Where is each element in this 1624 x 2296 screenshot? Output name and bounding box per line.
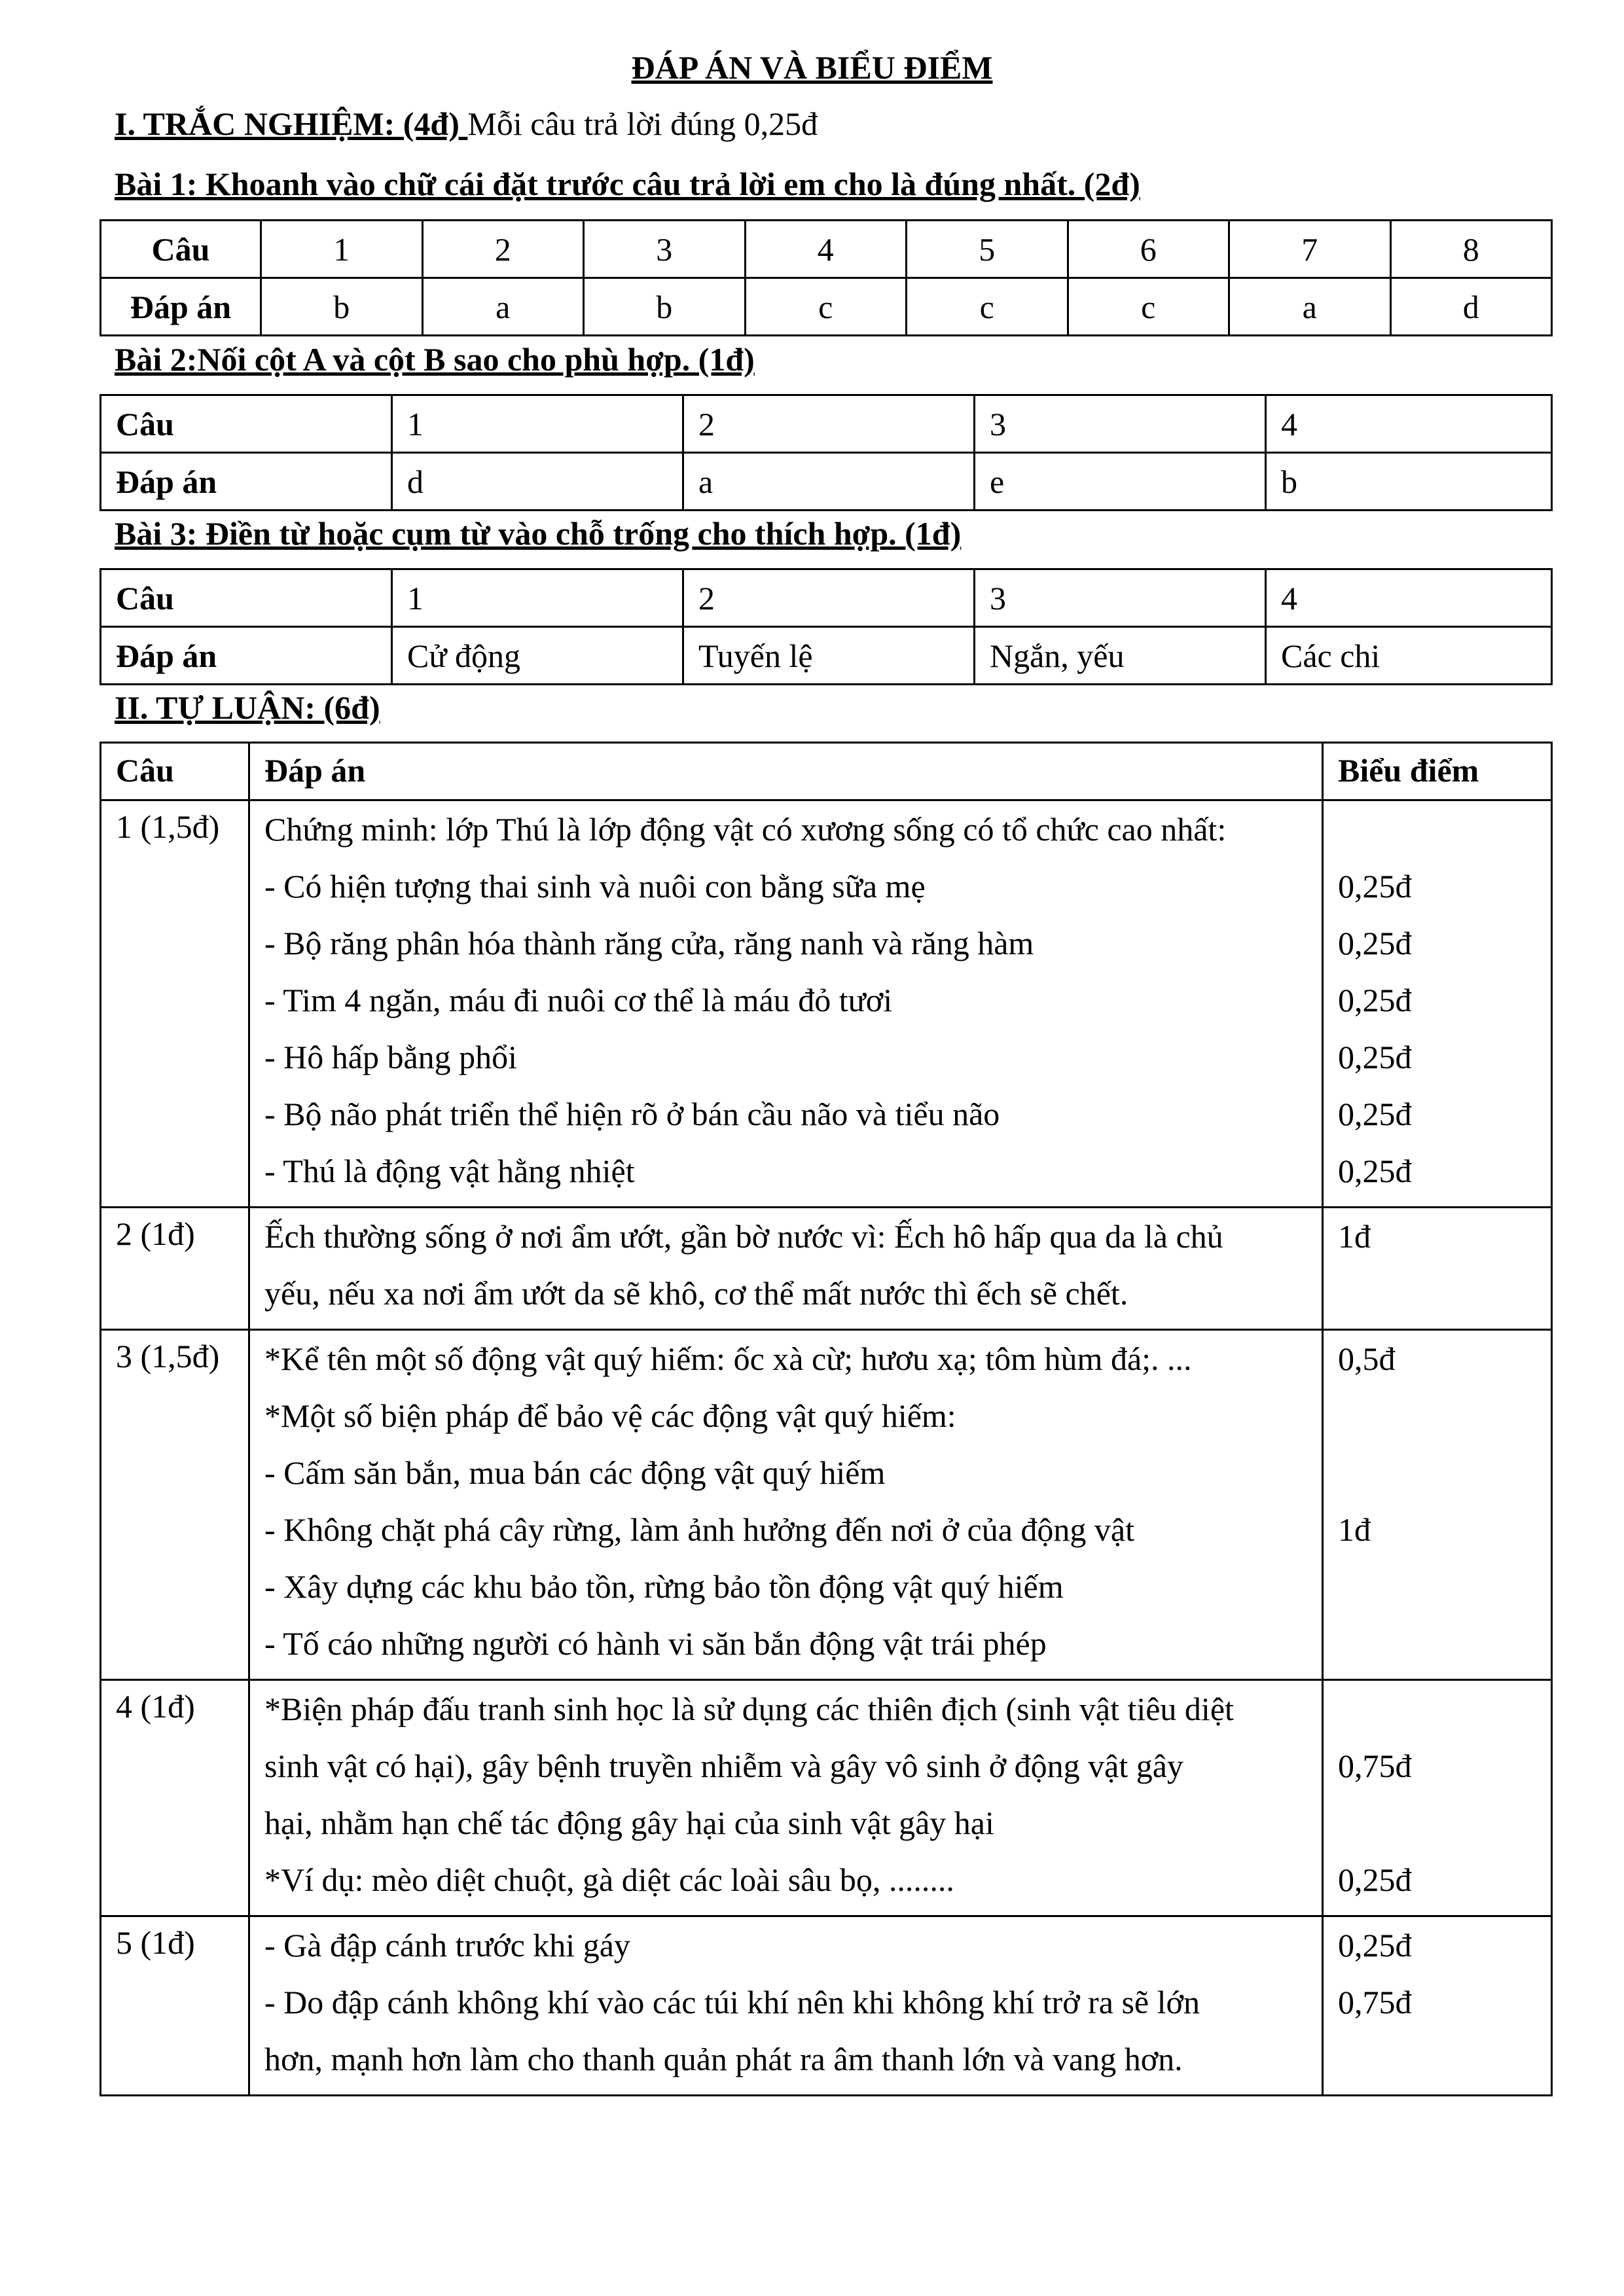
bai3-question-row [101, 569, 1552, 627]
essay-answer-line: *Một số biện pháp để bảo vệ các động vật quý hiếm: [264, 1397, 956, 1434]
essay-row-4 [101, 1680, 1552, 1916]
bai2-table [99, 394, 1553, 511]
essay-answer-line: - Thú là động vật hằng nhiệt [264, 1153, 635, 1189]
bai2-answer-cell: b [1266, 453, 1552, 511]
essay-score-line: 1đ [1338, 1511, 1371, 1548]
bai3-row-label-q: Câu [101, 569, 392, 627]
col-header-question: Câu [101, 743, 249, 800]
essay-table [99, 742, 1553, 2096]
essay-answer-line: - Bộ răng phân hóa thành răng cửa, răng nanh và răng hàm [264, 925, 1034, 961]
bai1-answer-cell: c [1068, 278, 1229, 336]
bai1-question-cell: 5 [907, 221, 1068, 278]
bai2-question-cell: 3 [975, 395, 1266, 453]
essay-question: 5 (1đ) [101, 1916, 249, 2096]
essay-score-line [1338, 1622, 1551, 1679]
essay-answer-cell [249, 1916, 1323, 2096]
essay-answer-line: *Biện pháp đấu tranh sinh học là sử dụng các thiên địch (sinh vật tiêu diệt [264, 1691, 1234, 1727]
essay-question: 2 (1đ) [101, 1208, 249, 1330]
essay-answer-line: - Cấm săn bắn, mua bán các động vật quý hiếm [264, 1454, 886, 1491]
col-header-answer: Đáp án [249, 743, 1323, 800]
essay-answer-line: - Có hiện tượng thai sinh và nuôi con bằng sữa mẹ [264, 868, 926, 905]
essay-score-line: 0,75đ [1338, 1748, 1412, 1784]
bai1-answer-cell: c [745, 278, 907, 336]
essay-row-1 [101, 800, 1552, 1208]
bai2-answer-row [101, 453, 1552, 511]
essay-score-line: 0,25đ [1338, 1927, 1412, 1964]
essay-answer-cell [249, 800, 1323, 1208]
essay-answer-line: sinh vật có hại), gây bệnh truyền nhiễm và gây vô sinh ở động vật gây [264, 1748, 1183, 1784]
essay-score-line: 0,5đ [1338, 1340, 1396, 1377]
essay-score-line: 0,25đ [1338, 925, 1412, 961]
bai2-row-label-a: Đáp án [101, 453, 392, 511]
essay-answer-line: - Gà đập cánh trước khi gáy [264, 1927, 630, 1964]
essay-row-2 [101, 1208, 1552, 1330]
essay-score-line [1338, 1687, 1551, 1744]
essay-answer-line: hơn, mạnh hơn làm cho thanh quản phát ra âm thanh lớn và vang hơn. [264, 2041, 1183, 2077]
essay-score-line [1338, 1272, 1551, 1329]
bai2-question-cell: 4 [1266, 395, 1552, 453]
essay-answer-line: - Do đập cánh không khí vào các túi khí nên khi không khí trở ra sẽ lớn [264, 1984, 1200, 2020]
essay-score-line [1338, 1801, 1551, 1858]
bai2-row-label-q: Câu [101, 395, 392, 453]
bai1-answer-cell: d [1390, 278, 1552, 336]
part1-heading: I. TRẮC NGHIỆM: (4đ) [115, 105, 468, 142]
essay-answer-line: yếu, nếu xa nơi ẩm ướt da sẽ khô, cơ thể mất nước thì ếch sẽ chết. [264, 1275, 1128, 1312]
essay-score-cell [1323, 1680, 1552, 1916]
essay-row-5 [101, 1916, 1552, 2096]
bai1-question-cell: 7 [1229, 221, 1391, 278]
essay-row-3 [101, 1330, 1552, 1680]
bai3-question-cell: 2 [683, 569, 975, 627]
bai2-answer-cell: a [683, 453, 975, 511]
bai2-question-cell: 1 [392, 395, 683, 453]
essay-score-line [1338, 1394, 1551, 1451]
essay-score-cell [1323, 1916, 1552, 2096]
essay-score-line: 0,25đ [1338, 1039, 1412, 1075]
bai1-question-cell: 6 [1068, 221, 1229, 278]
bai1-question-row [101, 221, 1552, 278]
essay-score-line [1338, 808, 1551, 865]
essay-answer-cell [249, 1330, 1323, 1680]
bai2-question-row [101, 395, 1552, 453]
bai1-row-label-a: Đáp án [101, 278, 261, 336]
essay-score-cell [1323, 800, 1552, 1208]
bai1-answer-row [101, 278, 1552, 336]
bai3-answer-cell: Ngắn, yếu [975, 627, 1266, 685]
col-header-score: Biểu điểm [1323, 743, 1552, 800]
bai1-question-cell: 8 [1390, 221, 1552, 278]
bai1-answer-cell: b [584, 278, 746, 336]
essay-score-cell [1323, 1330, 1552, 1680]
essay-answer-line: - Tim 4 ngăn, máu đi nuôi cơ thể là máu đỏ tươi [264, 982, 893, 1018]
essay-answer-line: Chứng minh: lớp Thú là lớp động vật có xương sống có tổ chức cao nhất: [264, 811, 1227, 848]
essay-answer-line: - Không chặt phá cây rừng, làm ảnh hưởng đến nơi ở của động vật [264, 1511, 1135, 1548]
bai1-question-cell: 3 [584, 221, 746, 278]
bai3-question-cell: 3 [975, 569, 1266, 627]
essay-answer-line: *Kể tên một số động vật quý hiếm: ốc xà cừ; hươu xạ; tôm hùm đá;. ... [264, 1340, 1192, 1377]
essay-question: 1 (1,5đ) [101, 800, 249, 1208]
bai3-row-label-a: Đáp án [101, 627, 392, 685]
essay-question: 4 (1đ) [101, 1680, 249, 1916]
bai2-heading: Bài 2:Nối cột A và cột B sao cho phù hợp. (1đ) [115, 341, 755, 378]
bai2-answer-cell: e [975, 453, 1266, 511]
bai3-answer-row [101, 627, 1552, 685]
essay-answer-line: hại, nhằm hạn chế tác động gây hại của sinh vật gây hại [264, 1804, 994, 1841]
bai3-table [99, 568, 1553, 685]
bai3-answer-cell: Các chi [1266, 627, 1552, 685]
bai1-question-cell: 2 [422, 221, 584, 278]
bai1-row-label-q: Câu [101, 221, 261, 278]
essay-answer-cell [249, 1680, 1323, 1916]
bai2-answer-cell: d [392, 453, 683, 511]
bai3-heading: Bài 3: Điền từ hoặc cụm từ vào chỗ trống cho thích hợp. (1đ) [115, 515, 962, 552]
essay-answer-line: Ếch thường sống ở nơi ẩm ướt, gần bờ nước vì: Ếch hô hấp qua da là chủ [264, 1218, 1223, 1255]
essay-answer-line: - Bộ não phát triển thể hiện rõ ở bán cầu não và tiểu não [264, 1096, 1000, 1132]
essay-score-line: 1đ [1338, 1218, 1371, 1255]
bai1-table [99, 219, 1553, 336]
essay-answer-cell [249, 1208, 1323, 1330]
bai3-answer-cell: Tuyến lệ [683, 627, 975, 685]
essay-answer-line: - Hô hấp bằng phổi [264, 1039, 518, 1075]
bai3-answer-cell: Cử động [392, 627, 683, 685]
essay-header-row [101, 743, 1552, 800]
essay-score-line: 0,25đ [1338, 1096, 1412, 1132]
part1-note: Mỗi câu trả lời đúng 0,25đ [467, 105, 818, 142]
essay-answer-line: - Xây dựng các khu bảo tồn, rừng bảo tồn động vật quý hiếm [264, 1568, 1064, 1605]
essay-score-line [1338, 2037, 1551, 2094]
bai1-question-cell: 1 [261, 221, 423, 278]
essay-score-line: 0,75đ [1338, 1984, 1412, 2020]
part2-heading: II. TỰ LUẬN: (6đ) [115, 689, 380, 726]
essay-score-line: 0,25đ [1338, 1861, 1412, 1898]
essay-score-line: 0,25đ [1338, 1153, 1412, 1189]
bai1-heading: Bài 1: Khoanh vào chữ cái đặt trước câu trả lời em cho là đúng nhất. (2đ) [115, 166, 1140, 202]
part1-heading-line [115, 105, 818, 143]
essay-score-line: 0,25đ [1338, 868, 1412, 905]
page-title: ĐÁP ÁN VÀ BIỂU ĐIỂM [631, 49, 993, 86]
bai2-question-cell: 2 [683, 395, 975, 453]
bai1-answer-cell: a [422, 278, 584, 336]
bai1-question-cell: 4 [745, 221, 907, 278]
bai3-question-cell: 4 [1266, 569, 1552, 627]
bai1-answer-cell: a [1229, 278, 1391, 336]
bai3-question-cell: 1 [392, 569, 683, 627]
essay-score-line [1338, 1451, 1551, 1508]
essay-question: 3 (1,5đ) [101, 1330, 249, 1680]
essay-score-line [1338, 1565, 1551, 1622]
bai1-answer-cell: c [907, 278, 1068, 336]
essay-answer-line: *Ví dụ: mèo diệt chuột, gà diệt các loài sâu bọ, ........ [264, 1861, 954, 1898]
essay-score-line: 0,25đ [1338, 982, 1412, 1018]
bai1-answer-cell: b [261, 278, 423, 336]
essay-answer-line: - Tố cáo những người có hành vi săn bắn động vật trái phép [264, 1625, 1047, 1662]
essay-score-cell [1323, 1208, 1552, 1330]
